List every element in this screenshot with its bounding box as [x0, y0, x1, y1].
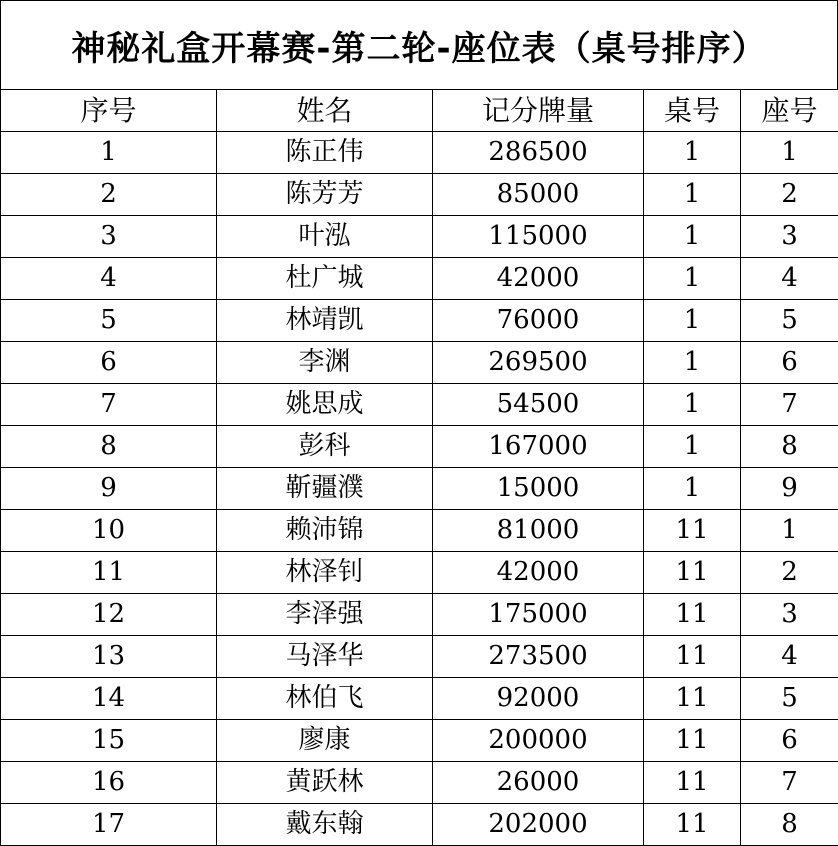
cell-name: 陈正伟	[217, 132, 433, 174]
cell-seat-no: 6	[741, 720, 838, 762]
cell-name: 廖康	[217, 720, 433, 762]
cell-name: 李泽强	[217, 594, 433, 636]
cell-name: 林伯飞	[217, 678, 433, 720]
sheet-title: 神秘礼盒开幕赛-第二轮-座位表（桌号排序）	[0, 0, 838, 90]
cell-seat-no: 8	[741, 426, 838, 468]
table-row	[1, 174, 838, 216]
cell-seat-no: 1	[741, 510, 838, 552]
cell-index: 13	[1, 636, 217, 678]
cell-seat-no: 9	[741, 468, 838, 510]
cell-name: 姚思成	[217, 384, 433, 426]
cell-name: 李渊	[217, 342, 433, 384]
cell-index: 8	[1, 426, 217, 468]
cell-index: 2	[1, 174, 217, 216]
cell-index: 6	[1, 342, 217, 384]
table-row	[1, 216, 838, 258]
cell-table-no: 1	[644, 258, 741, 300]
cell-seat-no: 5	[741, 678, 838, 720]
table-row	[1, 552, 838, 594]
table-row	[1, 510, 838, 552]
cell-name: 马泽华	[217, 636, 433, 678]
cell-chips: 42000	[433, 258, 644, 300]
cell-seat-no: 2	[741, 174, 838, 216]
table-row	[1, 720, 838, 762]
cell-chips: 202000	[433, 804, 644, 846]
table-row	[1, 678, 838, 720]
table-row	[1, 594, 838, 636]
cell-seat-no: 8	[741, 804, 838, 846]
cell-name: 黄跃林	[217, 762, 433, 804]
cell-table-no: 11	[644, 804, 741, 846]
cell-name: 靳疆濮	[217, 468, 433, 510]
cell-seat-no: 7	[741, 384, 838, 426]
cell-index: 17	[1, 804, 217, 846]
cell-chips: 269500	[433, 342, 644, 384]
cell-chips: 42000	[433, 552, 644, 594]
cell-chips: 81000	[433, 510, 644, 552]
cell-index: 14	[1, 678, 217, 720]
cell-seat-no: 3	[741, 216, 838, 258]
seating-table	[0, 89, 838, 846]
cell-table-no: 1	[644, 174, 741, 216]
cell-name: 林靖凯	[217, 300, 433, 342]
cell-chips: 175000	[433, 594, 644, 636]
table-row	[1, 636, 838, 678]
cell-seat-no: 4	[741, 636, 838, 678]
cell-table-no: 1	[644, 426, 741, 468]
cell-index: 7	[1, 384, 217, 426]
table-row	[1, 132, 838, 174]
cell-seat-no: 2	[741, 552, 838, 594]
cell-name: 叶泓	[217, 216, 433, 258]
cell-index: 11	[1, 552, 217, 594]
cell-table-no: 1	[644, 132, 741, 174]
cell-chips: 273500	[433, 636, 644, 678]
cell-name: 彭科	[217, 426, 433, 468]
cell-seat-no: 1	[741, 132, 838, 174]
cell-index: 10	[1, 510, 217, 552]
cell-table-no: 1	[644, 216, 741, 258]
cell-name: 戴东翰	[217, 804, 433, 846]
header-row	[1, 90, 838, 132]
cell-table-no: 1	[644, 342, 741, 384]
table-row	[1, 384, 838, 426]
cell-index: 4	[1, 258, 217, 300]
cell-index: 16	[1, 762, 217, 804]
cell-chips: 54500	[433, 384, 644, 426]
cell-chips: 15000	[433, 468, 644, 510]
cell-index: 5	[1, 300, 217, 342]
table-row	[1, 804, 838, 846]
cell-chips: 200000	[433, 720, 644, 762]
table-body	[1, 132, 838, 846]
cell-chips: 286500	[433, 132, 644, 174]
header-chips: 记分牌量	[433, 90, 644, 132]
cell-chips: 167000	[433, 426, 644, 468]
cell-seat-no: 7	[741, 762, 838, 804]
cell-table-no: 11	[644, 594, 741, 636]
cell-index: 15	[1, 720, 217, 762]
table-row	[1, 426, 838, 468]
cell-chips: 85000	[433, 174, 644, 216]
cell-index: 9	[1, 468, 217, 510]
cell-seat-no: 4	[741, 258, 838, 300]
table-row	[1, 762, 838, 804]
cell-table-no: 11	[644, 678, 741, 720]
cell-seat-no: 3	[741, 594, 838, 636]
table-row	[1, 468, 838, 510]
cell-chips: 115000	[433, 216, 644, 258]
table-row	[1, 300, 838, 342]
cell-seat-no: 6	[741, 342, 838, 384]
cell-table-no: 1	[644, 468, 741, 510]
cell-table-no: 11	[644, 636, 741, 678]
cell-table-no: 11	[644, 720, 741, 762]
cell-name: 杜广城	[217, 258, 433, 300]
cell-index: 1	[1, 132, 217, 174]
cell-table-no: 11	[644, 552, 741, 594]
header-table-no: 桌号	[644, 90, 741, 132]
cell-name: 陈芳芳	[217, 174, 433, 216]
table-row	[1, 258, 838, 300]
cell-name: 林泽钊	[217, 552, 433, 594]
cell-name: 赖沛锦	[217, 510, 433, 552]
cell-table-no: 1	[644, 300, 741, 342]
header-seat-no: 座号	[741, 90, 838, 132]
cell-chips: 26000	[433, 762, 644, 804]
table-row	[1, 342, 838, 384]
cell-table-no: 11	[644, 762, 741, 804]
cell-table-no: 1	[644, 384, 741, 426]
cell-table-no: 11	[644, 510, 741, 552]
cell-chips: 92000	[433, 678, 644, 720]
cell-seat-no: 5	[741, 300, 838, 342]
cell-index: 12	[1, 594, 217, 636]
header-name: 姓名	[217, 90, 433, 132]
header-index: 序号	[1, 90, 217, 132]
cell-index: 3	[1, 216, 217, 258]
cell-chips: 76000	[433, 300, 644, 342]
